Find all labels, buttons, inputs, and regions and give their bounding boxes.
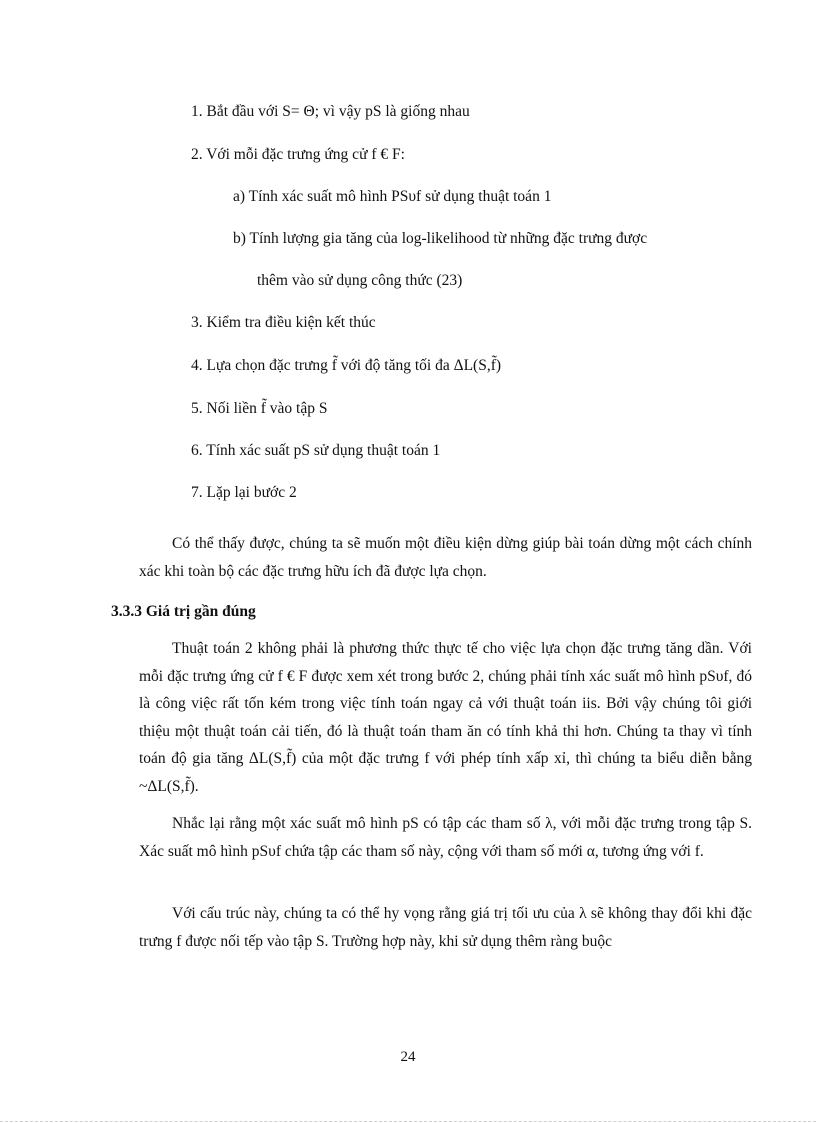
step-5: 5. Nối liền f̃ vào tập S [191, 400, 328, 417]
paragraph-2: Nhắc lại rằng một xác suất mô hình pS có tập các tham số λ, với mỗi đặc trưng trong tập S. Xác suất mô hình pSυf chứa tập các tham số này, cộng với tham số mới α, tương ứng với f. [139, 815, 752, 860]
section-heading: 3.3.3 Giá trị gần đúng [111, 603, 256, 620]
step-2b-continued: thêm vào sử dụng công thức (23) [257, 272, 463, 289]
page-bottom-rule [0, 1121, 816, 1122]
paragraph-1: Thuật toán 2 không phải là phương thức thực tế cho việc lựa chọn đặc trưng tăng dần. Với mỗi đặc trưng ứng cử f € F được xem xét trong bước 2, chúng phải tính xác suất mô hình pSυf, đó là công việc rất tốn kém trong việc tính toán ngay cả với thuật toán iis. Bởi vậy chúng tôi giới thiệu một thuật toán cải tiến, đó là thuật toán tham ăn có tính khả thi hơn. Chúng ta thay vì tính toán độ gia tăng ΔL(S,f̃) của một đặc trưng f với phép tính xấp xỉ, thì chúng ta biểu diễn bằng ~ΔL(S,f̃). [139, 640, 752, 795]
step-2: 2. Với mỗi đặc trưng ứng cử f € F: [191, 146, 405, 163]
paragraph-3: Với cấu trúc này, chúng ta có thể hy vọng rằng giá trị tối ưu của λ sẽ không thay đổi khi đặc trưng f được nối tếp vào tập S. Trường hợp này, khi sử dụng thêm ràng buộc [139, 905, 752, 950]
step-2b: b) Tính lượng gia tăng của log-likelihood từ những đặc trưng được [233, 230, 648, 247]
step-1: 1. Bắt đầu với S= Θ; vì vậy pS là giống nhau [191, 103, 470, 120]
step-7: 7. Lặp lại bước 2 [191, 484, 297, 501]
step-4: 4. Lựa chọn đặc trưng f̃ với độ tăng tối đa ΔL(S,f̃) [191, 357, 502, 374]
step-3: 3. Kiểm tra điều kiện kết thúc [191, 314, 376, 331]
step-2a: a) Tính xác suất mô hình PSυf sử dụng thuật toán 1 [233, 188, 552, 205]
page-number: 24 [400, 1049, 416, 1065]
paragraph-intro: Có thể thấy được, chúng ta sẽ muốn một điều kiện dừng giúp bài toán dừng một cách chính xác khi toàn bộ các đặc trưng hữu ích đã được lựa chọn. [139, 535, 752, 580]
step-6: 6. Tính xác suất pS sử dụng thuật toán 1 [191, 442, 441, 459]
